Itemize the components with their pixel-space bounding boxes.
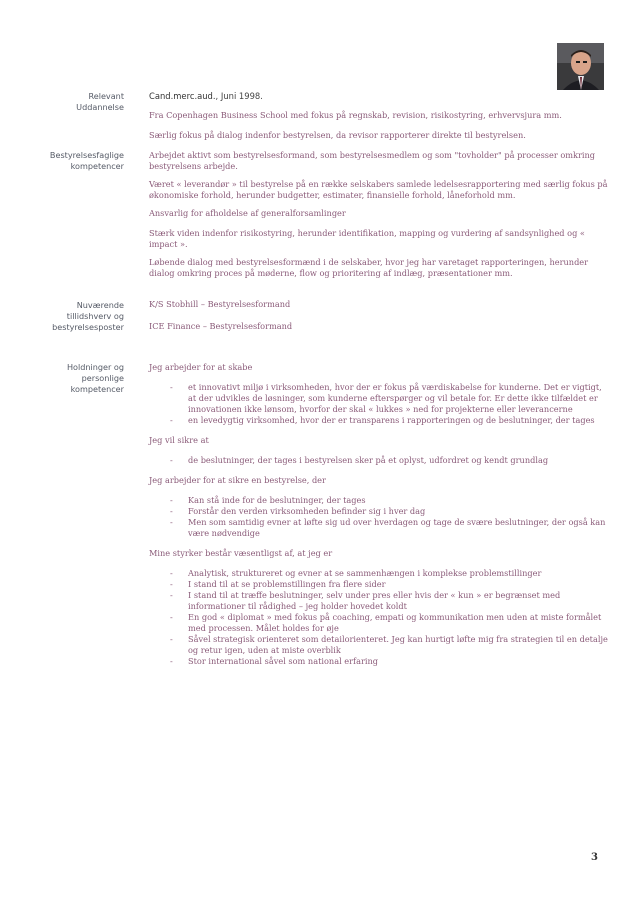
- position-item: ICE Finance – Bestyrelsesformand: [149, 321, 293, 331]
- education-line: Særlig fokus på dialog indenfor bestyrelsen, da revisor rapporterer direkte til bestyrelsen.: [149, 130, 526, 140]
- attitudes-list: [149, 382, 609, 426]
- education-line: Fra Copenhagen Business School med fokus på regnskab, revision, risikostyring, erhvervsjura mm.: [149, 110, 562, 120]
- attitudes-list: [149, 568, 609, 667]
- section-label-positions: [14, 300, 124, 333]
- attitudes-intro: Mine styrker består væsentligst af, at jeg er: [149, 548, 333, 558]
- section-label-attitudes: [14, 362, 124, 395]
- label-line: tillidshverv og: [66, 311, 124, 321]
- list-item: - et innovativt miljø i virksomheden, hvor der er fokus på værdiskabelse for kunderne. Det er vigtigt, at der udvikles de løsninger, som kunderne efterspørger og vil betale for. Er dette ikke tilfældet er innovationen ikke lønsom, hvorfor der skal « lukkes » ned for projekterne eller leverancerne: [149, 382, 609, 415]
- page-number: 3: [591, 852, 598, 863]
- list-item: - Stor international såvel som national erfaring: [149, 656, 609, 667]
- list-item: - En god « diplomat » med fokus på coaching, empati og kommunikation men uden at miste formålet med processen. Målet holdes for øje: [149, 612, 609, 634]
- positions-body: [149, 299, 609, 332]
- board-body: [149, 150, 609, 279]
- label-line: personlige: [81, 373, 124, 383]
- list-item: - I stand til at se problemstillingen fra flere sider: [149, 579, 609, 590]
- list-item: - Analytisk, struktureret og evner at se sammenhængen i komplekse problemstillinger: [149, 568, 609, 579]
- list-item: - de beslutninger, der tages i bestyrelsen sker på et oplyst, udfordret og kendt grundlag: [149, 455, 609, 466]
- degree-date: , Juni 1998.: [215, 91, 263, 101]
- section-label-board: [14, 150, 124, 172]
- portrait-photo-icon: [557, 43, 604, 90]
- board-paragraph: Været « leverandør » til bestyrelse på en række selskabers samlede ledelsesrapportering med særlig fokus på økonomiske forhold, herunder budgetter, estimater, finansielle forhold, låneforhold mm.: [149, 179, 608, 200]
- degree-heading: [149, 91, 609, 102]
- attitudes-body: [149, 362, 609, 667]
- education-body: [149, 91, 609, 141]
- list-item: - en levedygtig virksomhed, hvor der er transparens i rapporteringen og de beslutninger, der tages: [149, 415, 609, 426]
- section-label-education: [14, 91, 124, 113]
- label-line: bestyrelsesposter: [52, 322, 124, 332]
- label-line: Holdninger og: [66, 362, 124, 372]
- board-paragraph: Arbejdet aktivt som bestyrelsesformand, som bestyrelsesmedlem og som "tovholder" på processer omkring bestyrelsens arbejde.: [149, 150, 596, 171]
- list-item: - Såvel strategisk orienteret som detailorienteret. Jeg kan hurtigt løfte mig fra strategien til en detalje og retur igen, uden at miste overblik: [149, 634, 609, 656]
- list-item: - Men som samtidig evner at løfte sig ud over hverdagen og tage de svære beslutninger, der også kan være nødvendige: [149, 517, 609, 539]
- attitudes-intro: Jeg vil sikre at: [149, 435, 209, 445]
- degree-title: Cand.merc.aud.: [149, 91, 216, 101]
- board-paragraph: Løbende dialog med bestyrelsesformænd i de selskaber, hvor jeg har varetaget rapporteringen, herunder dialog omkring proces på møderne, flow og prioritering af indlæg, præsentationer mm.: [149, 257, 589, 278]
- list-item: - Forstår den verden virksomheden befinder sig i hver dag: [149, 506, 609, 517]
- label-line: Nuværende: [76, 300, 124, 310]
- attitudes-intro: Jeg arbejder for at sikre en bestyrelse, der: [149, 475, 326, 485]
- label-line: Bestyrelsesfaglige: [49, 150, 124, 160]
- attitudes-list: [149, 495, 609, 539]
- list-item: - Kan stå inde for de beslutninger, der tages: [149, 495, 609, 506]
- list-item: - I stand til at træffe beslutninger, selv under pres eller hvis der « kun » er begrænset med informationer til rådighed – jeg holder hovedet koldt: [149, 590, 609, 612]
- board-paragraph: Stærk viden indenfor risikostyring, herunder identifikation, mapping og vurdering af sandsynlighed og « impact ».: [149, 228, 585, 249]
- position-item: K/S Stobhill – Bestyrelsesformand: [149, 299, 291, 309]
- label-line: Relevant: [88, 91, 124, 101]
- board-paragraph: Ansvarlig for afholdelse af generalforsamlinger: [149, 208, 346, 218]
- label-line: kompetencer: [70, 384, 124, 394]
- label-line: kompetencer: [70, 161, 124, 171]
- attitudes-intro: Jeg arbejder for at skabe: [149, 362, 253, 372]
- attitudes-list: [149, 455, 609, 466]
- label-line: Uddannelse: [76, 102, 124, 112]
